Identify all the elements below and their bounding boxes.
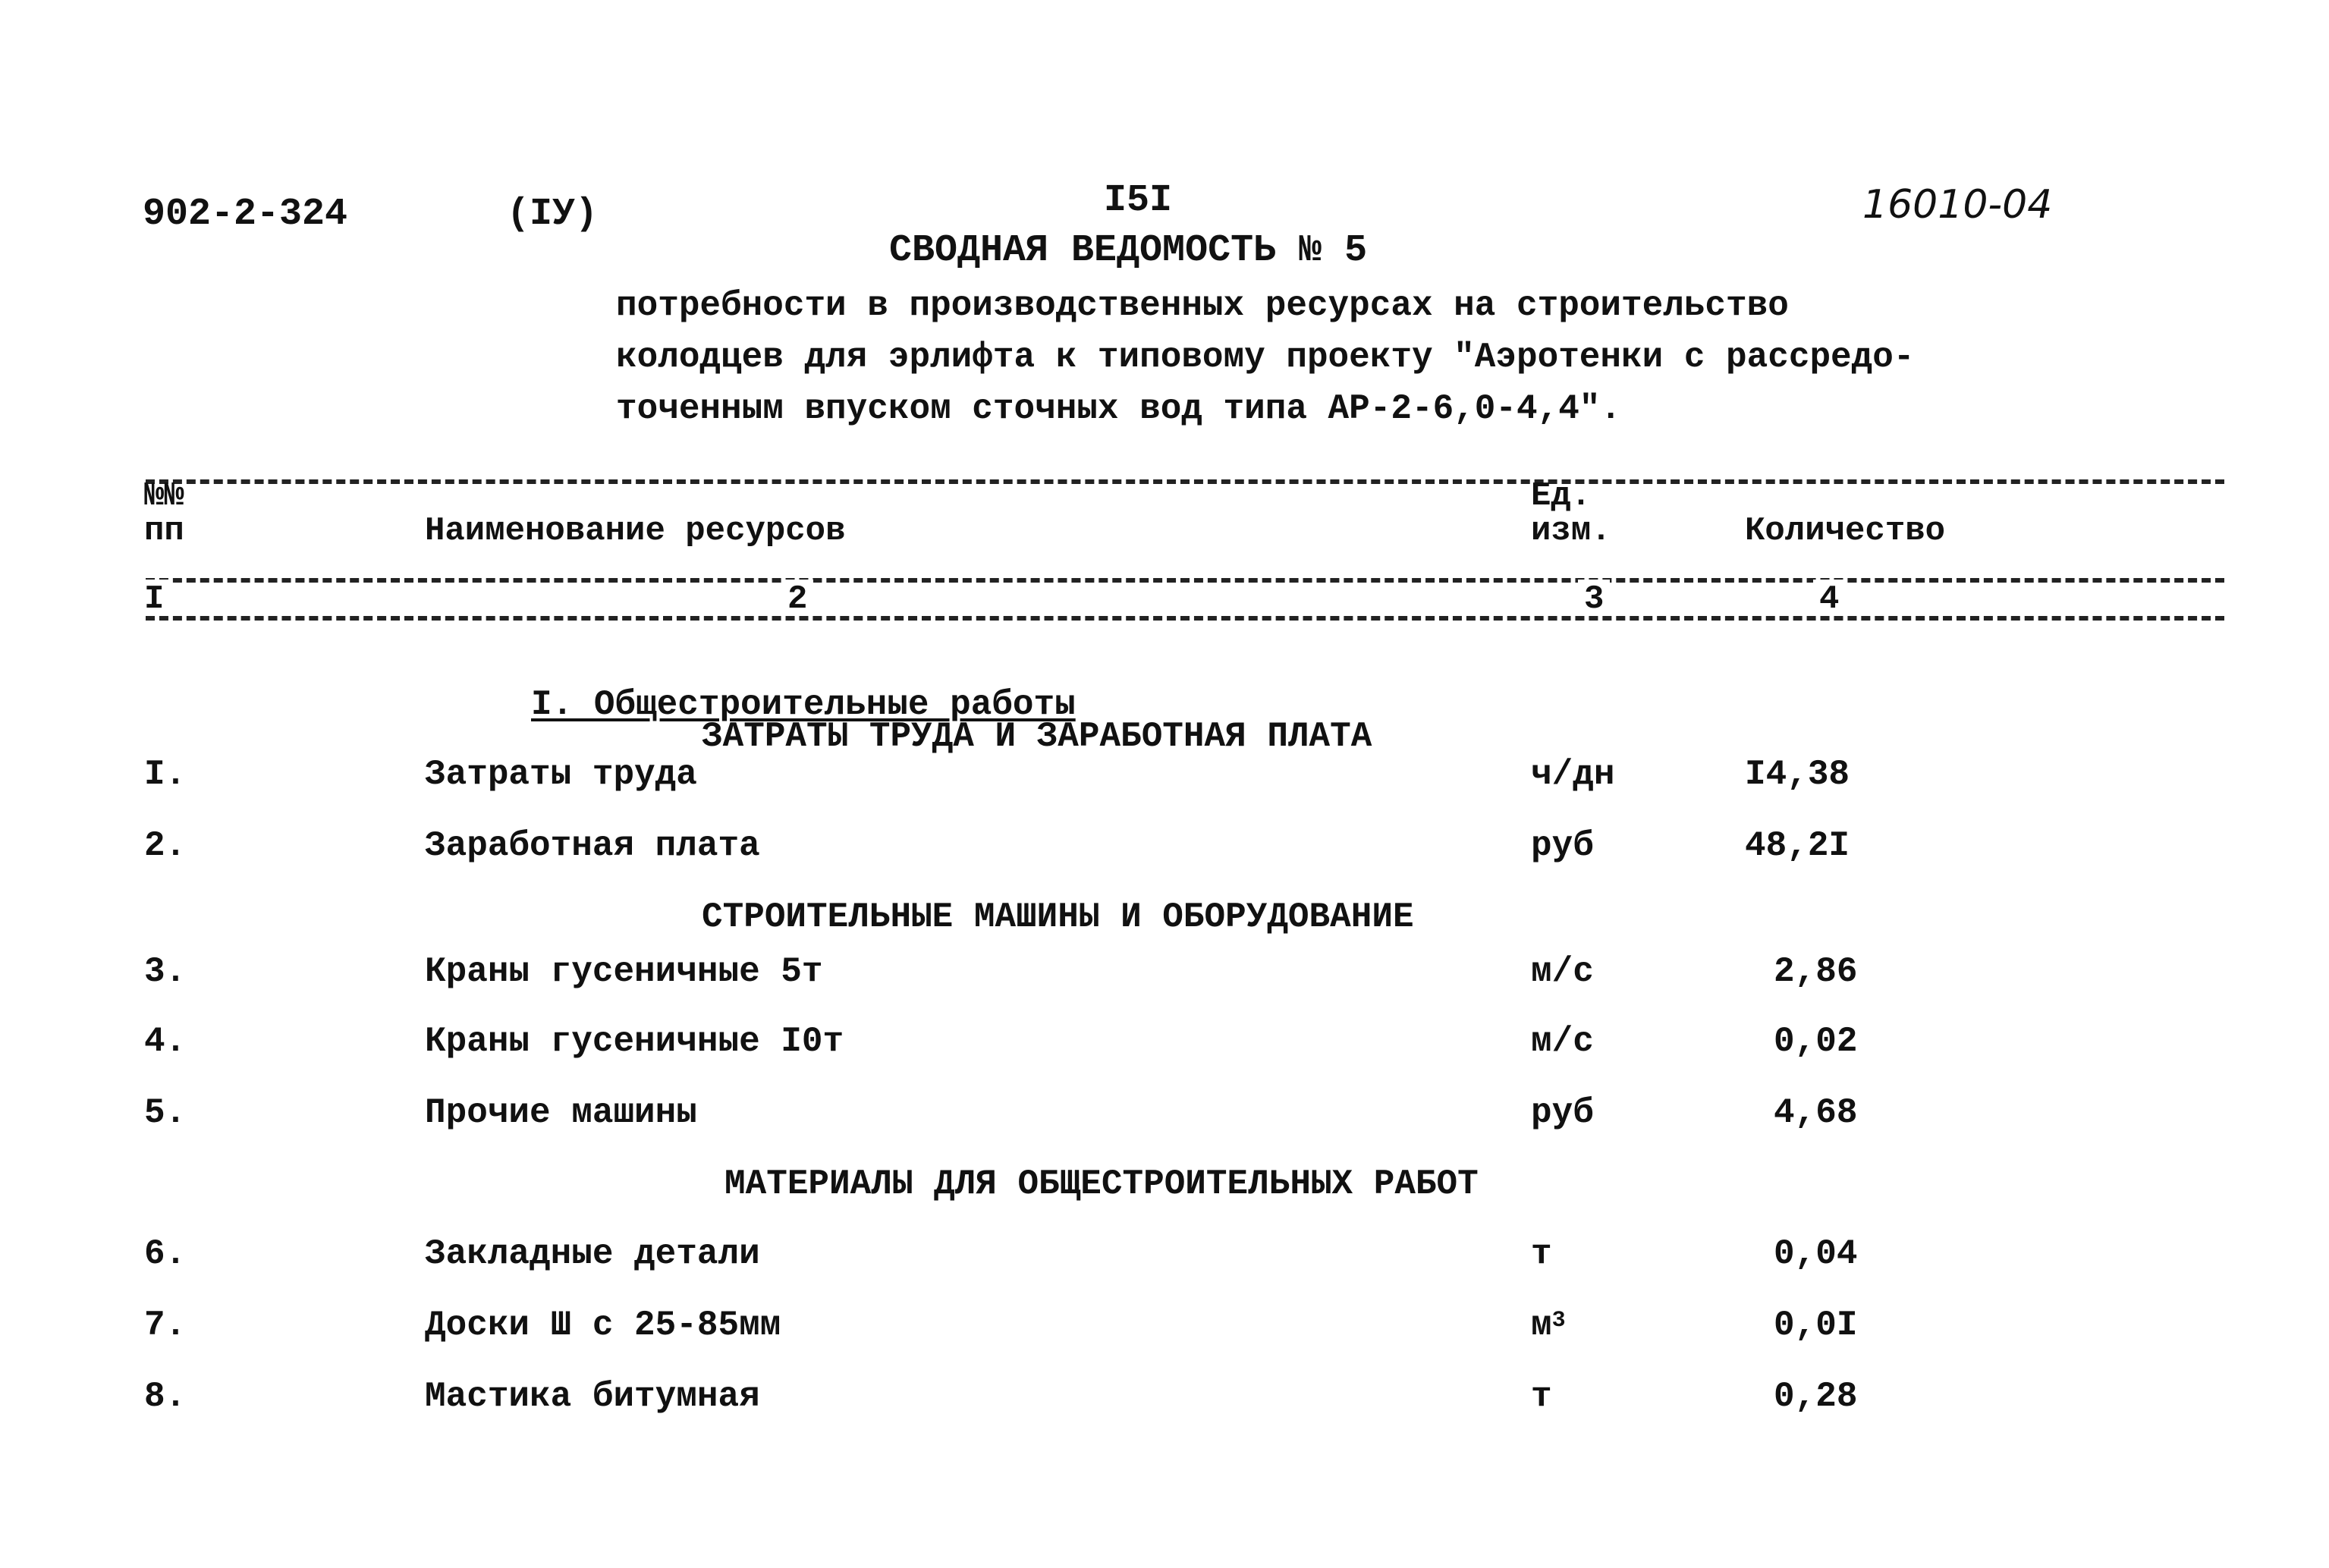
document-title: СВОДНАЯ ВЕДОМОСТЬ № 5 xyxy=(889,229,1368,272)
row-name: Краны гусеничные I0т xyxy=(425,1022,844,1061)
row-number: I. xyxy=(144,755,187,794)
handwritten-stamp: 16010-04 xyxy=(1862,182,2053,228)
column-number-4: 4 xyxy=(1813,580,1845,619)
row-unit: м/с xyxy=(1531,952,1594,991)
row-name: Краны гусеничные 5т xyxy=(425,952,823,991)
row-unit: руб xyxy=(1531,1093,1594,1133)
row-number: 3. xyxy=(144,952,187,991)
row-number: 6. xyxy=(144,1234,187,1274)
row-unit: т xyxy=(1531,1234,1552,1274)
group-title-materials: МАТЕРИАЛЫ ДЛЯ ОБЩЕСТРОИТЕЛЬНЫХ РАБОТ xyxy=(724,1164,1479,1204)
row-number: 5. xyxy=(144,1093,187,1133)
row-quantity: 0,28 xyxy=(1774,1377,1858,1416)
row-name: Затраты труда xyxy=(425,755,697,794)
row-unit: $м^3$ xyxy=(1531,1306,1566,1345)
row-number: 8. xyxy=(144,1377,187,1416)
unit-superscript: 3 xyxy=(1551,1308,1566,1334)
col-name-header: Наименование ресурсов xyxy=(425,512,846,550)
col-qty-header: Количество xyxy=(1745,512,1946,550)
section-title: I. Общестроительные работы xyxy=(531,685,1076,724)
row-number: 2. xyxy=(144,826,187,866)
row-unit: м/с xyxy=(1531,1022,1594,1061)
subtitle-line-3: точенным впуском сточных вод типа АР-2-6,0-4,4". xyxy=(616,389,1622,429)
row-quantity: 0,0I xyxy=(1774,1306,1858,1345)
row-quantity: 4,68 xyxy=(1774,1093,1858,1133)
column-number-1: I xyxy=(144,580,170,619)
row-name: Доски Ш с 25-85мм xyxy=(425,1306,781,1345)
row-unit: руб xyxy=(1531,826,1594,866)
column-number-2: 2 xyxy=(781,580,813,619)
page-number: I5I xyxy=(1104,179,1173,222)
volume-label: (IУ) xyxy=(507,193,599,236)
row-unit: т xyxy=(1531,1377,1552,1416)
group-title-labour: ЗАТРАТЫ ТРУДА И ЗАРАБОТНАЯ ПЛАТА xyxy=(702,717,1372,756)
row-quantity: 0,04 xyxy=(1774,1234,1858,1274)
table-top-rule xyxy=(146,479,2224,484)
subtitle-line-2: колодцев для эрлифта к типовому проекту "Аэротенки с рассредо- xyxy=(616,338,1915,377)
row-quantity: 0,02 xyxy=(1774,1022,1858,1061)
subtitle-line-1: потребности в производственных ресурсах на строительство xyxy=(616,286,1789,325)
col-unit-header-bottom: изм. xyxy=(1531,512,1611,550)
group-title-machines: СТРОИТЕЛЬНЫЕ МАШИНЫ И ОБОРУДОВАНИЕ xyxy=(702,897,1414,937)
row-name: Заработная плата xyxy=(425,826,760,866)
row-quantity: 2,86 xyxy=(1774,952,1858,991)
row-unit: ч/дн xyxy=(1531,755,1615,794)
column-number-3: 3 xyxy=(1578,580,1610,619)
row-quantity: 48,2I xyxy=(1745,826,1850,866)
document-code: 902-2-324 xyxy=(143,193,348,236)
row-name: Закладные детали xyxy=(425,1234,760,1274)
column-number-rule-bottom xyxy=(146,616,2224,621)
col-unit-header-top: Ед. xyxy=(1531,477,1592,515)
column-number-rule-top xyxy=(146,578,2224,583)
row-name: Прочие машины xyxy=(425,1093,697,1133)
row-number: 7. xyxy=(144,1306,187,1345)
col-num-header-bottom: пп xyxy=(144,512,184,550)
row-number: 4. xyxy=(144,1022,187,1061)
row-quantity: I4,38 xyxy=(1745,755,1850,794)
col-num-header-top: №№ xyxy=(144,477,184,515)
row-name: Мастика битумная xyxy=(425,1377,760,1416)
